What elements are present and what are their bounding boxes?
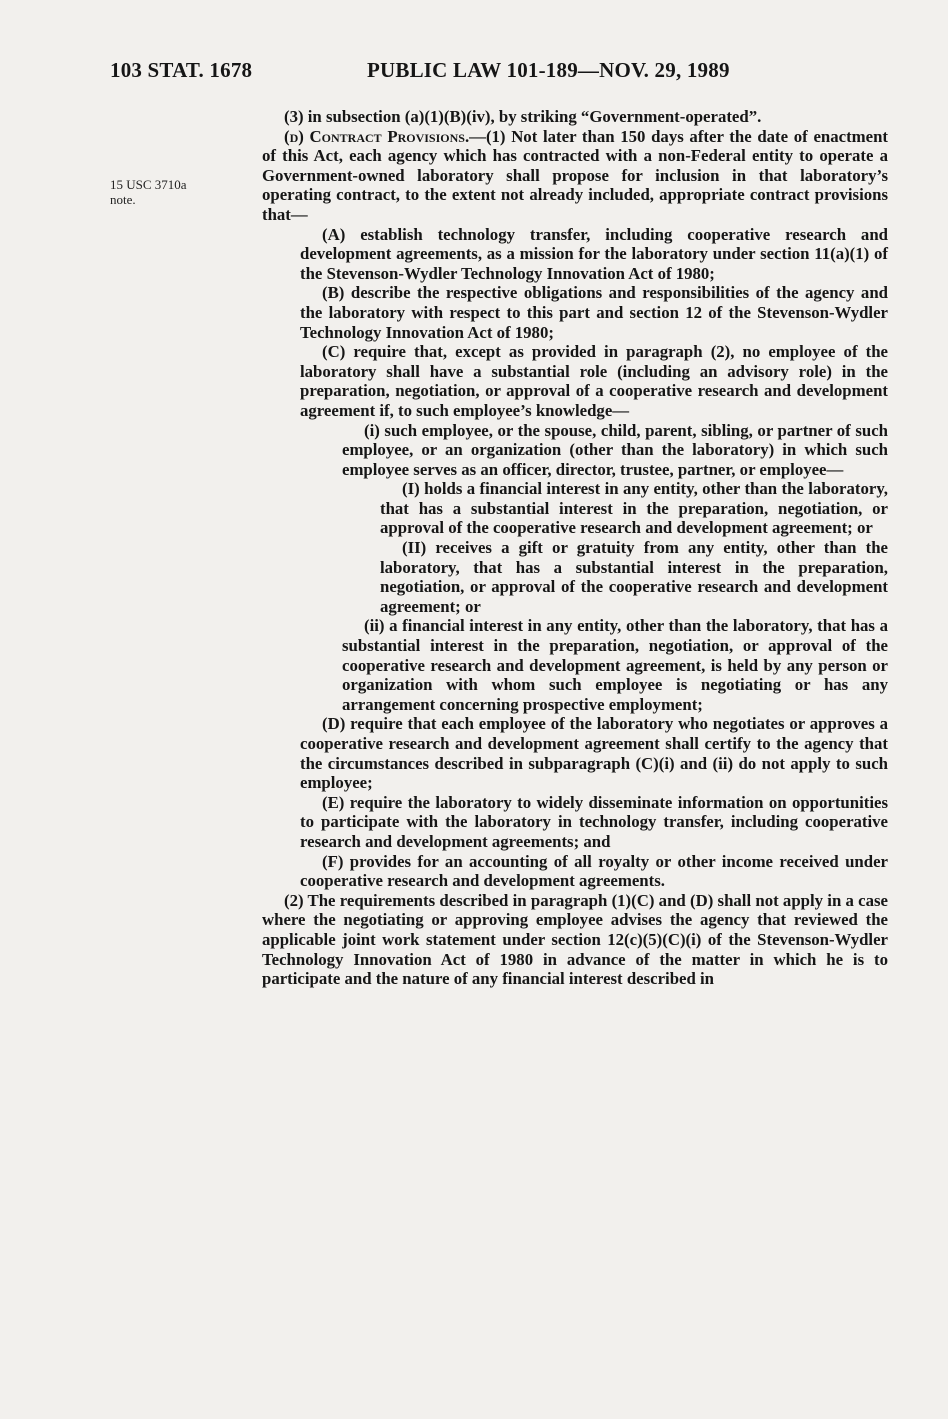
margin-note-citation: 15 USC 3710a xyxy=(110,177,187,192)
subclause-c-i-I: (I) holds a financial interest in any entity, other than the laboratory, that has a substantial interest in the preparation, negotiation, or approval of the cooperative research and development agreement; or xyxy=(380,479,888,538)
subclause-c-i-II: (II) receives a gift or gratuity from any entity, other than the laboratory, that has a substantial interest in the preparation, negotiation, or approval of the cooperative research and development agreement; or xyxy=(380,538,888,616)
margin-note xyxy=(110,177,250,207)
subparagraph-c: (C) require that, except as provided in paragraph (2), no employee of the laboratory shall have a substantial role (including an advisory role) in the preparation, negotiation, or approval of a cooperative research and development agreement if, to such employee’s knowledge— xyxy=(300,342,888,420)
subparagraph-f: (F) provides for an accounting of all royalty or other income received under cooperative research and development agreements. xyxy=(300,851,888,891)
body-text xyxy=(262,107,888,989)
paragraph-2: (2) The requirements described in paragraph (1)(C) and (D) shall not apply in a case where the negotiating or approving employee advises the agency that reviewed the applicable joint work statement under section 12(c)(5)(C)(i) of the Stevenson-Wydler Technology Innovation Act of 1980 in advance of the matter in which he is to participate and the nature of any financial interest described in xyxy=(262,890,888,989)
subsection-d-text: —(1) Not later than 150 days after the date of enactment of this Act, each agency which has contracted with a non-Federal entity to operate a Government-owned laboratory shall propose for inclusion in that laboratory’s operating contract, to the extent not already included, appropriate contract provisions that— xyxy=(262,126,888,224)
subsection-d xyxy=(262,127,888,225)
stat-page-number: 103 STAT. 1678 xyxy=(110,58,253,82)
subparagraph-e: (E) require the laboratory to widely disseminate information on opportunities to participate with the laboratory in technology transfer, including cooperative research and development agreements; and xyxy=(300,792,888,851)
clause-c-i: (i) such employee, or the spouse, child, parent, sibling, or partner of such employee, or an organization (other than the laboratory) in which such employee serves as an officer, director, trustee, partner, or employee— xyxy=(342,420,888,479)
subparagraph-b: (B) describe the respective obligations and responsibilities of the agency and the laboratory with respect to this part and section 12 of the Stevenson-Wydler Technology Innovation Act of 1980; xyxy=(300,283,888,342)
paragraph-3: (3) in subsection (a)(1)(B)(iv), by striking “Government-operated”. xyxy=(284,107,762,126)
subparagraph-d: (D) require that each employee of the laboratory who negotiates or approves a cooperative research and development agreement shall certify to the agency that the circumstances described in subparagraph (C)(i) and (ii) do not apply to such employee; xyxy=(300,714,888,793)
subparagraph-a: (A) establish technology transfer, including cooperative research and development agreements, as a mission for the laboratory under section 11(a)(1) of the Stevenson-Wydler Technology Innovation Act of 1980; xyxy=(300,224,888,283)
clause-c-ii: (ii) a financial interest in any entity, other than the laboratory, that has a substantial interest in the preparation, negotiation, or approval of the cooperative research and development agreement, is held by any person or organization with whom such employee is negotiating or has any arrangement concerning prospective employment; xyxy=(342,616,888,714)
margin-note-label: note. xyxy=(110,192,136,207)
page-header xyxy=(110,58,890,88)
public-law-title: PUBLIC LAW 101-189—NOV. 29, 1989 xyxy=(367,58,730,82)
subsection-d-heading: (d) Contract Provisions. xyxy=(284,126,470,146)
